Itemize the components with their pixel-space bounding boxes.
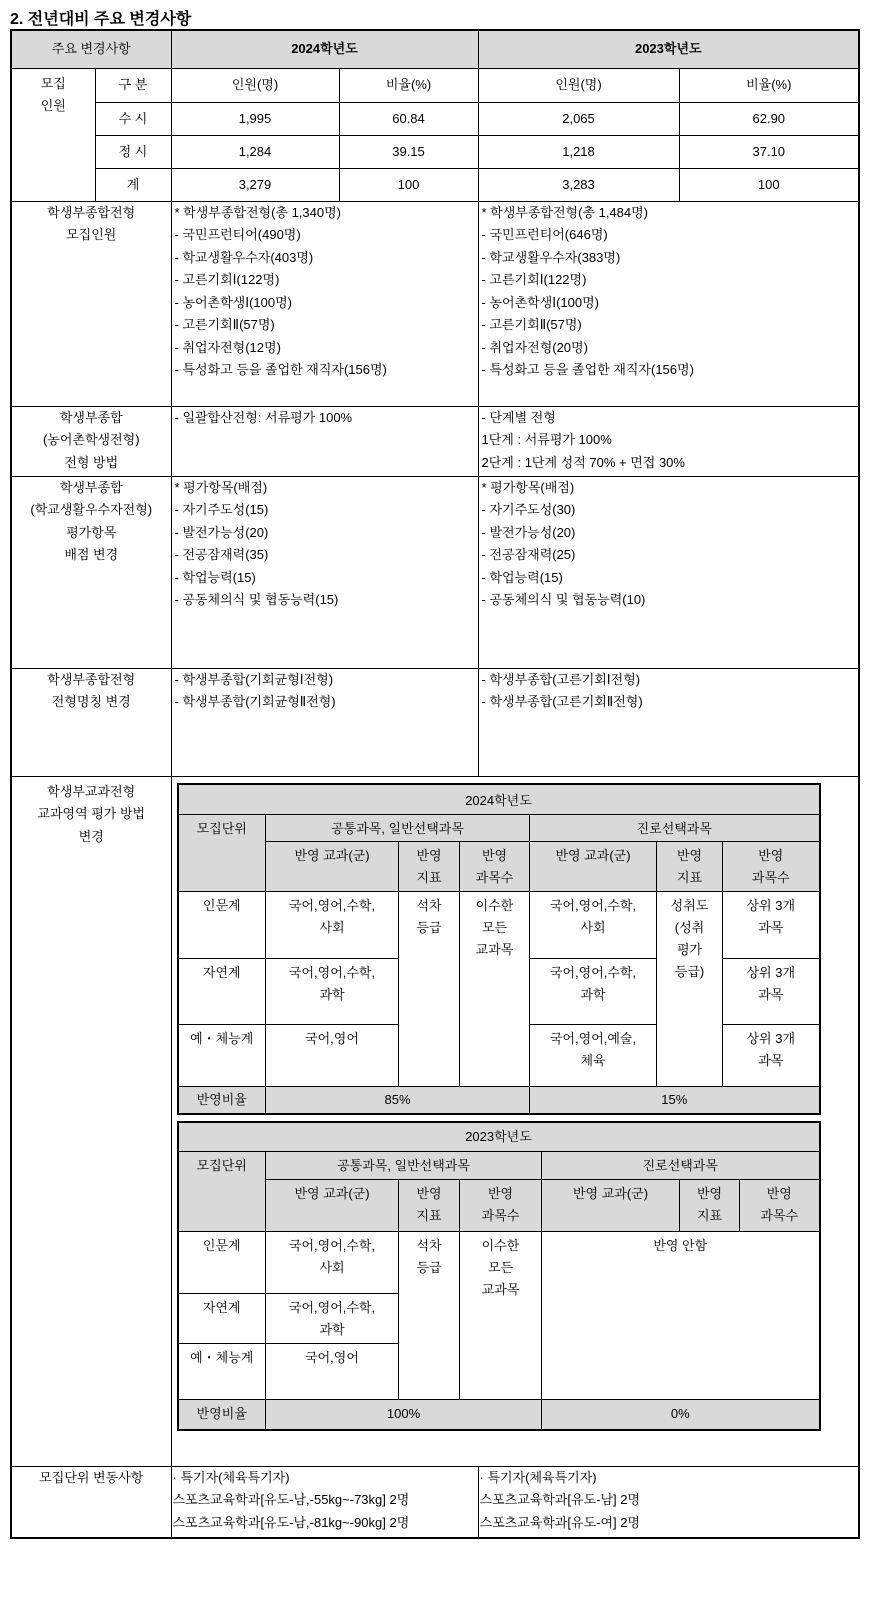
career-count: 상위 3개 과목 <box>723 1025 820 1087</box>
list-line: 모집인원 <box>66 227 117 242</box>
list-line: - 농어촌학생Ⅰ(100명) <box>174 294 292 310</box>
unit-cell: 자연계 <box>178 959 266 1025</box>
section-2024 <box>171 476 478 668</box>
career-subjects: 국어,영어,수학, 과학 <box>530 959 657 1025</box>
unit-header: 모집단위 <box>178 815 266 892</box>
unit-change-row <box>11 1466 859 1538</box>
list-line: - 전공잠재력(25) <box>481 547 576 562</box>
section-2023 <box>478 201 859 406</box>
unit-header: 모집단위 <box>178 1152 266 1232</box>
unit-change-2023 <box>478 1466 859 1538</box>
section-title: 2. 전년대비 주요 변경사항 <box>10 11 192 28</box>
people-2023: 1,218 <box>478 135 679 168</box>
table-title: 2023학년도 <box>178 1122 820 1152</box>
section-label <box>11 476 171 668</box>
common-subjects: 국어,영어,수학, 과학 <box>266 1294 399 1344</box>
ratio-career: 15% <box>530 1087 820 1114</box>
list-line: - 취업자전형(20명) <box>481 339 588 355</box>
ratio-label: 반영비율 <box>178 1087 266 1114</box>
count-header: 반영 과목수 <box>740 1180 820 1232</box>
list-line: - 학생부종합(고른기회Ⅰ전형) <box>481 671 641 687</box>
recruit-row <box>11 168 859 201</box>
people-2024: 3,279 <box>171 168 339 201</box>
people-header-2023: 인원(명) <box>478 68 679 102</box>
section-row <box>11 476 859 668</box>
list-line: 스포츠교육학과[유도-남] 2명 <box>479 1492 641 1507</box>
common-index: 석차 등급 <box>399 1232 460 1400</box>
list-line: - 전공잠재력(35) <box>174 547 269 562</box>
common-header: 공통과목, 일반선택과목 <box>266 815 530 842</box>
list-line: - 농어촌학생Ⅰ(100명) <box>481 294 599 310</box>
list-line: 학생부교과전형 <box>47 783 136 799</box>
career-subjects: 국어,영어,예술, 체육 <box>530 1025 657 1087</box>
list-line: - 학생부종합(기회균형Ⅰ전형) <box>174 671 334 687</box>
header-main-changes: 주요 변경사항 <box>11 30 171 68</box>
count-header: 반영 과목수 <box>460 1180 542 1232</box>
recruit-type: 계 <box>95 168 171 201</box>
career-count: 상위 3개 과목 <box>723 892 820 959</box>
ratio-2023: 100 <box>679 168 859 201</box>
list-line: - 학생부종합(고른기회Ⅱ전형) <box>481 694 643 709</box>
ratio-header-2023: 비율(%) <box>679 68 859 102</box>
list-line: - 공동체의식 및 협동능력(10) <box>481 592 646 607</box>
list-line: 변경 <box>78 828 104 844</box>
list-line: 학생부종합 <box>59 409 123 425</box>
subject-table-2023 <box>177 1121 821 1431</box>
ratio-common: 85% <box>266 1087 530 1114</box>
common-subjects: 국어,영어,수학, 사회 <box>266 892 399 959</box>
people-2023: 3,283 <box>478 168 679 201</box>
section-2023 <box>478 476 859 668</box>
list-line: - 특성화고 등을 졸업한 재직자(156명) <box>481 362 694 377</box>
section-row <box>11 201 859 406</box>
list-line: 1단계 : 서류평가 100% <box>481 432 612 447</box>
header-2024: 2024학년도 <box>171 30 478 68</box>
section-2023 <box>478 668 859 776</box>
common-subjects: 국어,영어,수학, 과학 <box>266 959 399 1025</box>
people-header-2024: 인원(명) <box>171 68 339 102</box>
career-header: 진로선택과목 <box>530 815 820 842</box>
recruit-row <box>11 102 859 135</box>
list-line: - 학교생활우수자(383명) <box>481 249 621 265</box>
list-line: - 취업자전형(12명) <box>174 339 281 355</box>
list-line: - 발전가능성(20) <box>481 524 576 540</box>
unit-change-2024 <box>171 1466 478 1538</box>
changes-table <box>10 29 860 1539</box>
list-line: 스포츠교육학과[유도-여] 2명 <box>479 1514 641 1530</box>
subject-tables <box>171 776 859 1466</box>
unit-cell: 인문계 <box>178 892 266 959</box>
ratio-2023: 62.90 <box>679 102 859 135</box>
index-header: 반영 지표 <box>399 842 460 892</box>
section-label <box>11 668 171 776</box>
list-line: - 단계별 전형 <box>481 409 556 425</box>
unit-change-label: 모집단위 변동사항 <box>11 1466 171 1538</box>
list-line: 교과영역 평가 방법 <box>37 806 146 821</box>
list-line: - 학교생활우수자(403명) <box>174 249 314 265</box>
list-line: - 자기주도성(15) <box>174 502 269 517</box>
section-row <box>11 406 859 476</box>
index-header: 반영 지표 <box>657 842 723 892</box>
section-2023 <box>478 406 859 476</box>
count-header: 반영 과목수 <box>723 842 820 892</box>
section-2024 <box>171 201 478 406</box>
career-subjects: 국어,영어,수학, 사회 <box>530 892 657 959</box>
unit-cell: 자연계 <box>178 1294 266 1344</box>
list-line: - 학업능력(15) <box>481 569 563 585</box>
list-line: 평가항목 <box>66 524 117 540</box>
index-header: 반영 지표 <box>680 1180 740 1232</box>
ratio-common: 100% <box>266 1400 542 1430</box>
section-row <box>11 668 859 776</box>
career-index: 성취도 (성취 평가 등급) <box>657 892 723 1087</box>
list-line: (학교생활우수자전형) <box>30 502 153 517</box>
table-title: 2024학년도 <box>178 784 820 815</box>
list-line: * 평가항목(배점) <box>174 479 268 495</box>
recruit-type: 수 시 <box>95 102 171 135</box>
ratio-2024: 100 <box>339 168 478 201</box>
career-header: 진로선택과목 <box>542 1152 820 1180</box>
subject-header: 반영 교과(군) <box>266 1180 399 1232</box>
subject-label <box>11 776 171 1466</box>
recruit-type: 정 시 <box>95 135 171 168</box>
list-line: · 특기자(체육특기자) <box>172 1469 290 1485</box>
list-line: 전형 방법 <box>64 454 119 470</box>
count-header: 반영 과목수 <box>460 842 530 892</box>
section-2024 <box>171 406 478 476</box>
list-line: - 국민프런티어(490명) <box>174 227 301 242</box>
list-line: - 자기주도성(30) <box>481 502 576 517</box>
list-line: - 발전가능성(20) <box>174 524 269 540</box>
list-line: - 공동체의식 및 협동능력(15) <box>174 592 339 607</box>
unit-cell: 예・체능계 <box>178 1344 266 1400</box>
unit-cell: 인문계 <box>178 1232 266 1294</box>
list-line: - 일괄합산전형: 서류평가 100% <box>174 409 353 425</box>
common-count: 이수한 모든 교과목 <box>460 1232 542 1400</box>
header-2023: 2023학년도 <box>478 30 859 68</box>
recruit-type-header: 구 분 <box>95 68 171 102</box>
people-2024: 1,995 <box>171 102 339 135</box>
index-header: 반영 지표 <box>399 1180 460 1232</box>
people-2023: 2,065 <box>478 102 679 135</box>
list-line: - 고른기회Ⅰ(122명) <box>481 272 587 287</box>
ratio-header-2024: 비율(%) <box>339 68 478 102</box>
recruit-label: 모집 인원 <box>11 68 95 201</box>
common-count: 이수한 모든 교과목 <box>460 892 530 1087</box>
list-line: 2단계 : 1단계 성적 70% + 면접 30% <box>481 454 685 470</box>
list-line: - 고른기회Ⅱ(57명) <box>174 317 275 332</box>
section-label <box>11 201 171 406</box>
ratio-2024: 39.15 <box>339 135 478 168</box>
list-line: 전형명칭 변경 <box>51 694 131 709</box>
list-line: (농어촌학생전형) <box>42 432 140 447</box>
list-line: · 특기자(체육특기자) <box>479 1469 597 1485</box>
subject-header: 반영 교과(군) <box>542 1180 680 1232</box>
subject-section-row <box>11 776 859 1466</box>
common-header: 공통과목, 일반선택과목 <box>266 1152 542 1180</box>
career-not-applied: 반영 안함 <box>542 1232 820 1400</box>
unit-cell: 예・체능계 <box>178 1025 266 1087</box>
list-line: * 학생부종합전형(총 1,340명) <box>174 204 341 220</box>
section-label <box>11 406 171 476</box>
common-subjects: 국어,영어,수학, 사회 <box>266 1232 399 1294</box>
career-count: 상위 3개 과목 <box>723 959 820 1025</box>
list-line: 학생부종합전형 <box>47 671 136 687</box>
list-line: 스포츠교육학과[유도-남,-81kg~-90kg] 2명 <box>172 1514 410 1530</box>
recruit-row <box>11 135 859 168</box>
common-index: 석차 등급 <box>399 892 460 1087</box>
list-line: - 고른기회Ⅱ(57명) <box>481 317 582 332</box>
subject-header: 반영 교과(군) <box>266 842 399 892</box>
list-line: - 고른기회Ⅰ(122명) <box>174 272 280 287</box>
common-subjects: 국어,영어 <box>266 1025 399 1087</box>
list-line: 스포츠교육학과[유도-남,-55kg~-73kg] 2명 <box>172 1492 410 1507</box>
list-line: * 학생부종합전형(총 1,484명) <box>481 204 649 220</box>
common-subjects: 국어,영어 <box>266 1344 399 1400</box>
subject-table-2024 <box>177 783 821 1115</box>
ratio-2023: 37.10 <box>679 135 859 168</box>
ratio-label: 반영비율 <box>178 1400 266 1430</box>
people-2024: 1,284 <box>171 135 339 168</box>
list-line: - 학업능력(15) <box>174 569 256 585</box>
subject-header: 반영 교과(군) <box>530 842 657 892</box>
list-line: * 평가항목(배점) <box>481 479 575 495</box>
section-2024 <box>171 668 478 776</box>
ratio-2024: 60.84 <box>339 102 478 135</box>
list-line: 학생부종합 <box>59 479 123 495</box>
list-line: - 국민프런티어(646명) <box>481 227 608 242</box>
list-line: - 학생부종합(기회균형Ⅱ전형) <box>174 694 336 709</box>
list-line: 배점 변경 <box>64 547 119 562</box>
list-line: 학생부종합전형 <box>47 204 136 220</box>
list-line: - 특성화고 등을 졸업한 재직자(156명) <box>174 362 387 377</box>
ratio-career: 0% <box>542 1400 820 1430</box>
